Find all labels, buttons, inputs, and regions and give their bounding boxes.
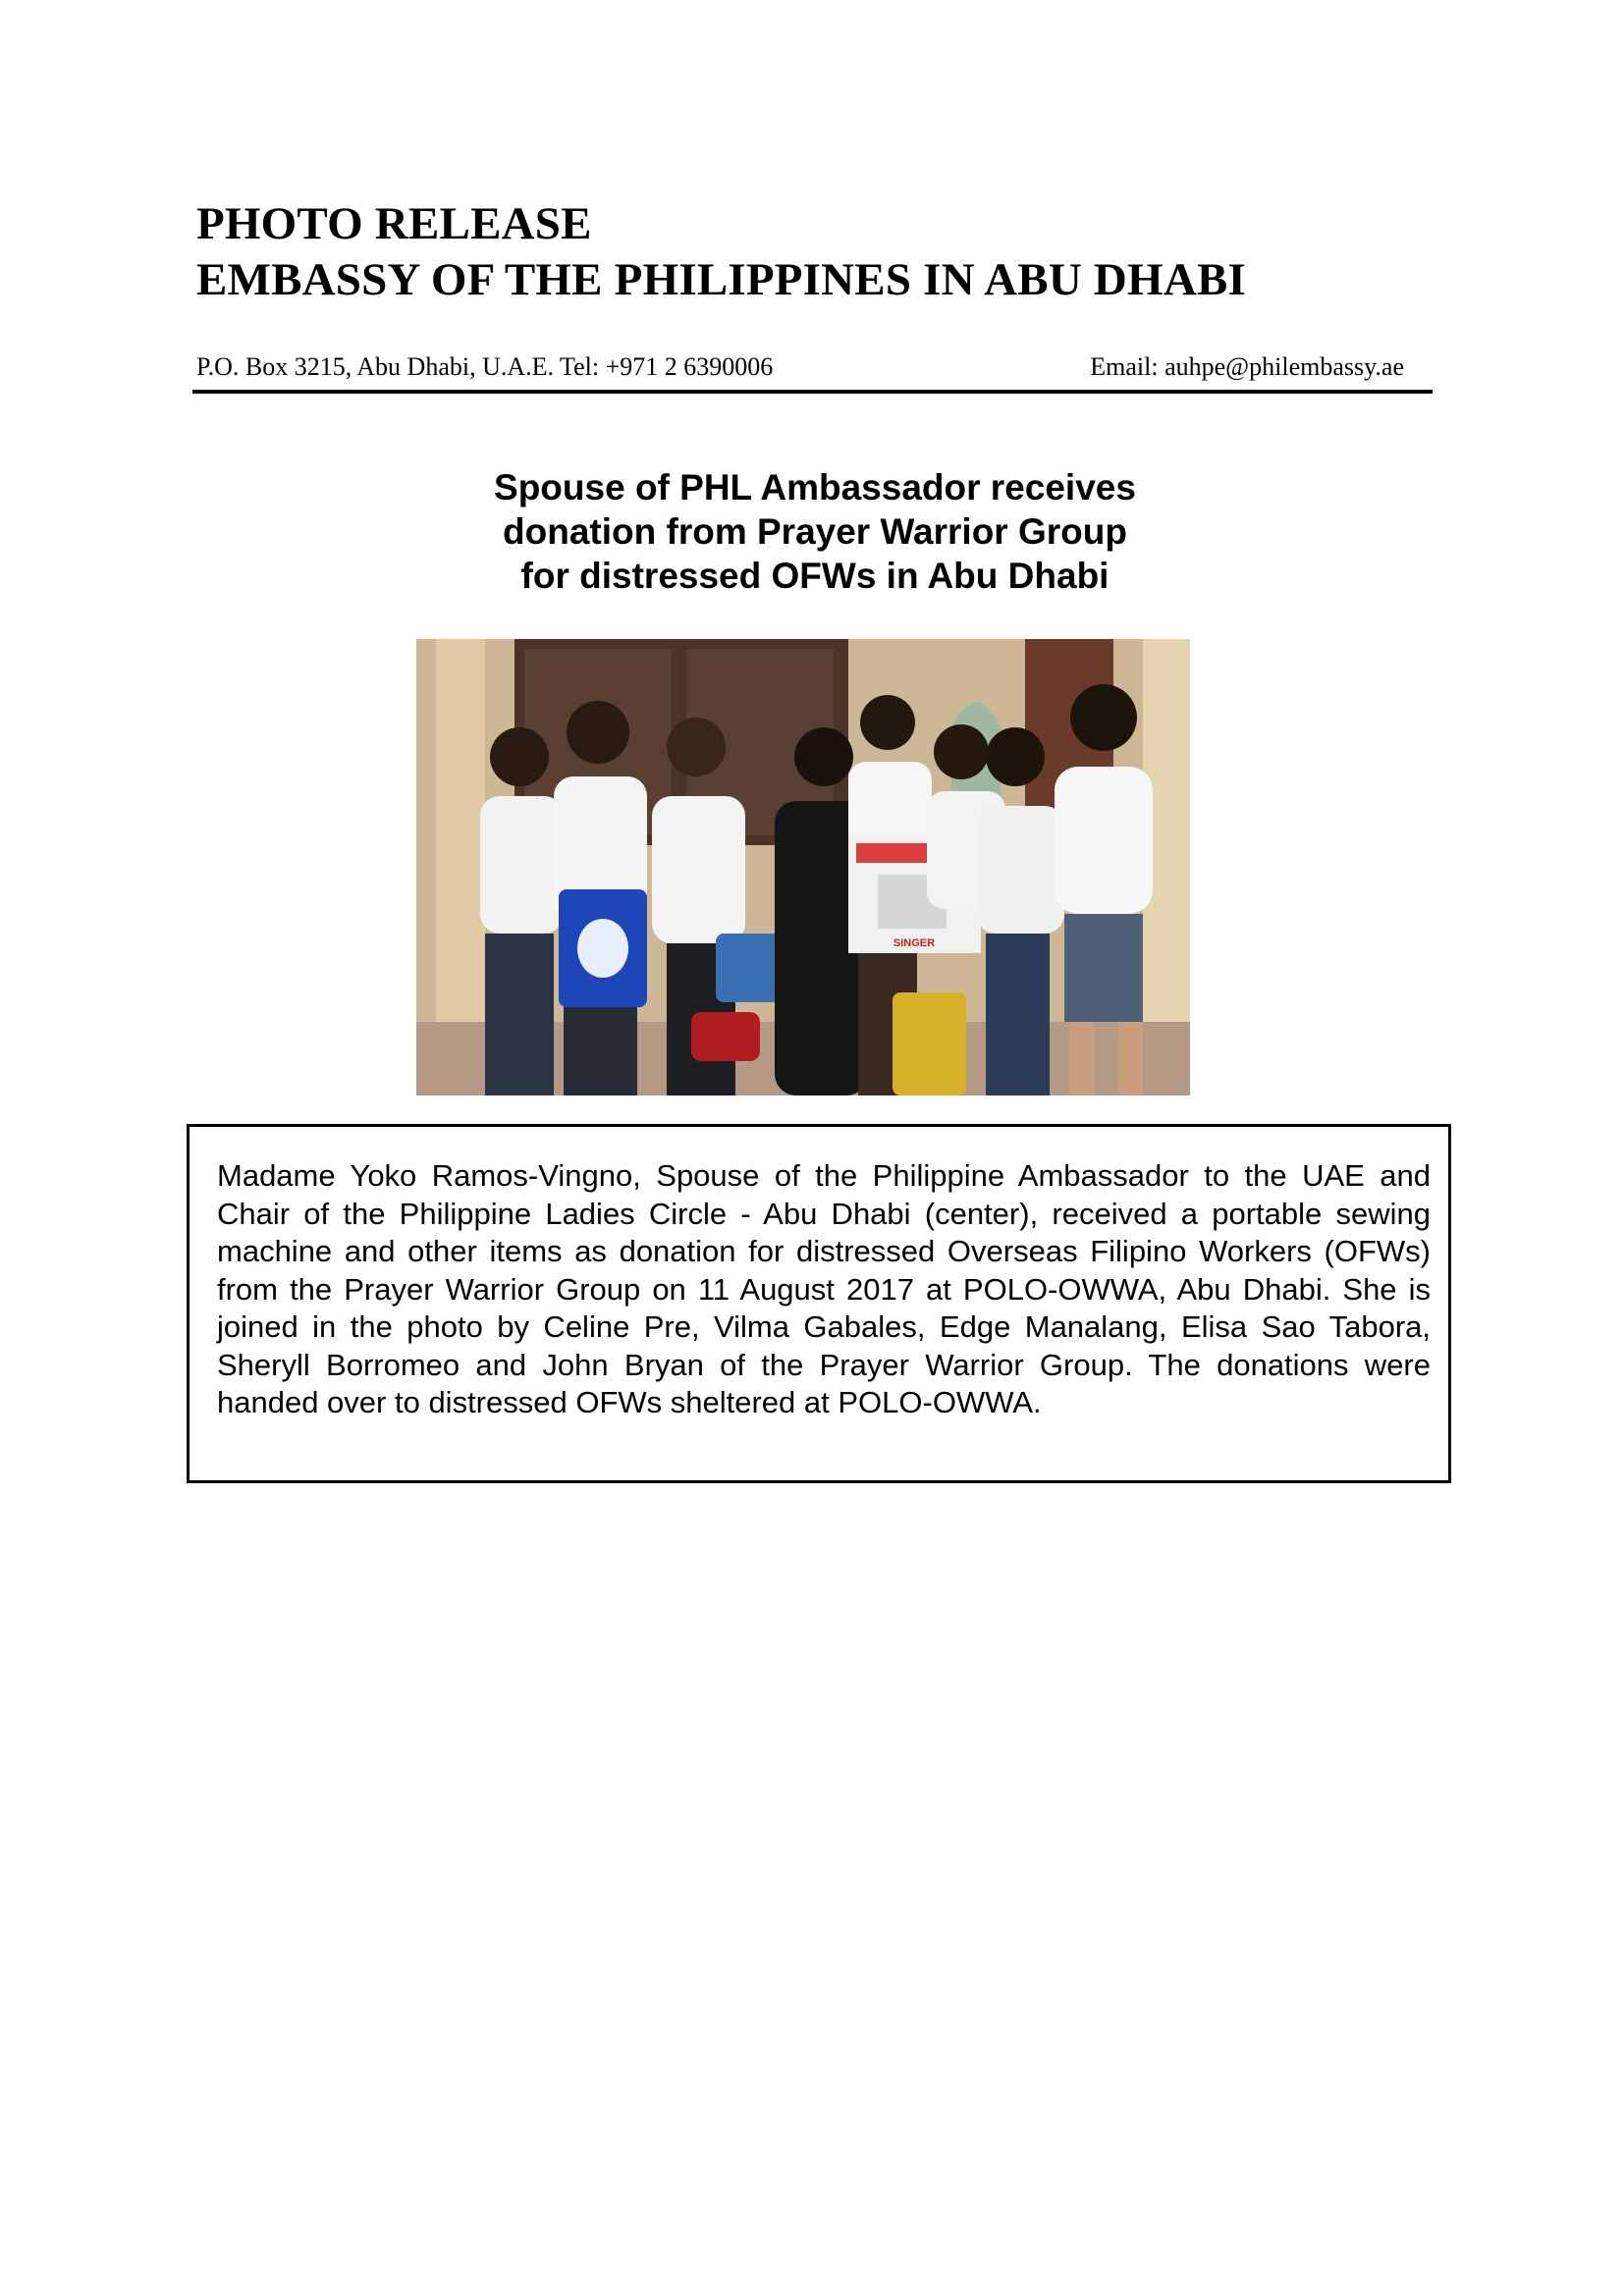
headline-line-3: for distressed OFWs in Abu Dhabi [520,556,1110,596]
headline-line-2: donation from Prayer Warrior Group [503,511,1127,552]
photo-caption: Madame Yoko Ramos-Vingno, Spouse of the Philippine Ambassador to the UAE and Chair of the Philippine Ladies Circle - Abu Dhabi (center), received a portable sewing machine and other items as donation for distressed Overseas Filipino Workers (OFWs) from the Prayer Warrior Group on 11 August 2017 at POLO-OWWA, Abu Dhabi. She is joined in the photo by Celine Pre, Vilma Gabales, Edge Manalang, Elisa Sao Tabora, Sheryll Borromeo and John Bryan of the Prayer Warrior Group. The donations were handed over to distressed OFWs sheltered at POLO-OWWA. [217,1158,1431,1419]
headline [324,465,1306,598]
box-brand-label: SINGER [893,937,936,949]
release-header [196,196,1246,308]
caption-box [187,1124,1451,1483]
group-photo-illustration [416,639,1190,1095]
group-photo [416,639,1190,1095]
embassy-name: EMBASSY OF THE PHILIPPINES IN ABU DHABI [196,254,1246,305]
embassy-email: Email: auhpe@philembassy.ae [1090,352,1404,381]
embassy-address: P.O. Box 3215, Abu Dhabi, U.A.E. Tel: +971 2 6390006 [196,352,774,381]
header-divider [192,390,1433,394]
headline-line-1: Spouse of PHL Ambassador receives [494,467,1136,507]
release-label: PHOTO RELEASE [196,198,592,249]
